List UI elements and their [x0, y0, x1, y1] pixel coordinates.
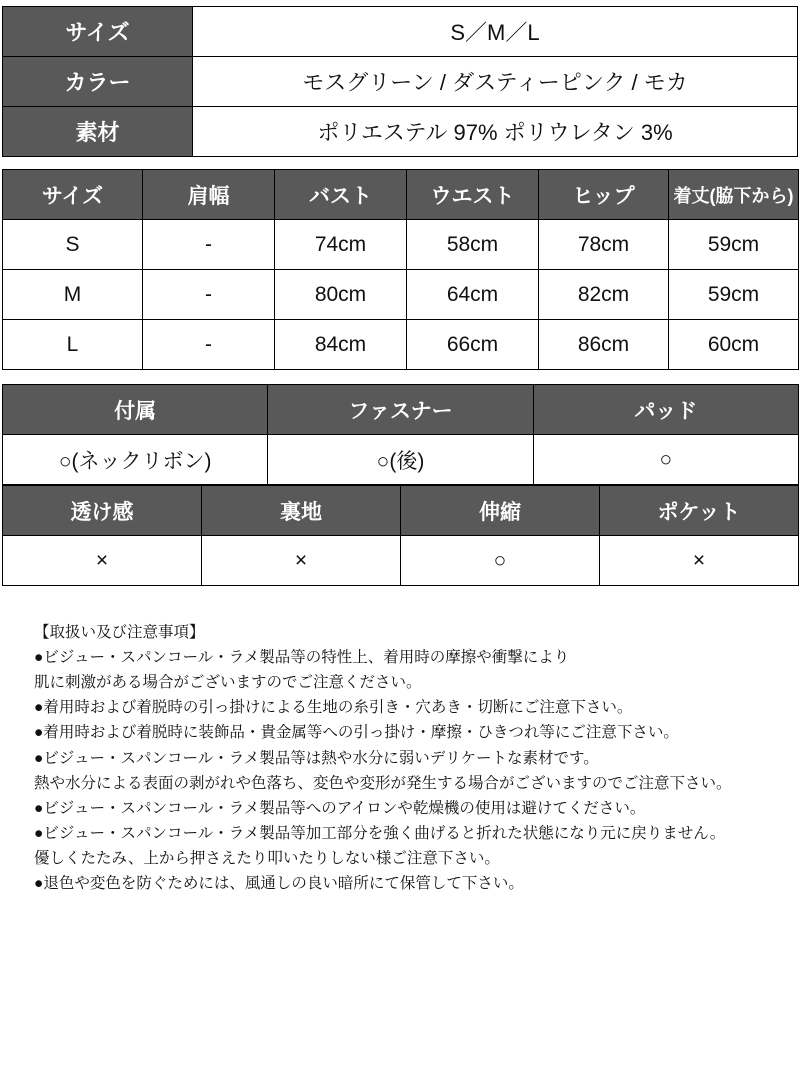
table-row	[3, 270, 799, 320]
notes-line: ●着用時および着脱時に装飾品・貴金属等への引っ掛け・摩擦・ひきつれ等にご注意下さい。	[34, 724, 679, 742]
notes-line: 熱や水分による表面の剥がれや色落ち、変色や変形が発生する場合がございますのでご注意下さい。	[34, 774, 732, 792]
care-notes	[34, 620, 800, 896]
notes-line: ●ビジュー・スパンコール・ラメ製品等加工部分を強く曲げると折れた状態になり元に戻りません。	[34, 824, 726, 842]
feature-header-lining: 裏地	[202, 486, 401, 536]
notes-line: ●ビジュー・スパンコール・ラメ製品等の特性上、着用時の摩擦や衝撃により	[34, 649, 570, 667]
notes-line: ●退色や変色を防ぐためには、風通しの良い暗所にて保管して下さい。	[34, 875, 524, 893]
feature-header-zipper: ファスナー	[268, 385, 533, 435]
table-row	[3, 220, 799, 270]
spec-label-color: カラー	[3, 57, 193, 107]
feature-value-pocket: ×	[600, 536, 799, 586]
feature-header-pad: パッド	[533, 385, 798, 435]
size-cell: M	[3, 270, 143, 320]
size-cell: 86cm	[539, 320, 669, 370]
table-row	[3, 107, 798, 157]
notes-line: ●着用時および着脱時の引っ掛けによる生地の糸引き・穴あき・切断にご注意下さい。	[34, 699, 633, 717]
feature-value-sheerness: ×	[3, 536, 202, 586]
size-cell: 59cm	[669, 220, 799, 270]
size-cell: 84cm	[275, 320, 407, 370]
notes-line: 肌に刺激がある場合がございますのでご注意ください。	[34, 674, 422, 692]
size-cell: S	[3, 220, 143, 270]
feature-table-properties	[2, 485, 799, 586]
table-header-row	[3, 170, 799, 220]
feature-value-stretch: ○	[401, 536, 600, 586]
spacer	[0, 370, 800, 384]
size-col-header-waist: ウエスト	[407, 170, 539, 220]
size-cell: 82cm	[539, 270, 669, 320]
table-header-row	[3, 385, 799, 435]
table-row	[3, 57, 798, 107]
size-cell: 74cm	[275, 220, 407, 270]
size-col-header-hip: ヒップ	[539, 170, 669, 220]
notes-title: 【取扱い及び注意事項】	[34, 624, 205, 641]
feature-header-sheerness: 透け感	[3, 486, 202, 536]
product-spec-page	[0, 6, 800, 896]
size-col-header-size: サイズ	[3, 170, 143, 220]
spacer	[0, 157, 800, 169]
spec-label-material: 素材	[3, 107, 193, 157]
feature-table-accessories	[2, 384, 799, 485]
spec-value-material: ポリエステル 97% ポリウレタン 3%	[193, 107, 798, 157]
spec-table	[2, 6, 798, 157]
spec-value-size: S／M／L	[193, 7, 798, 57]
size-col-header-bust: バスト	[275, 170, 407, 220]
size-cell: -	[143, 270, 275, 320]
size-cell: -	[143, 220, 275, 270]
size-cell: 80cm	[275, 270, 407, 320]
notes-line: ●ビジュー・スパンコール・ラメ製品等へのアイロンや乾燥機の使用は避けてください。	[34, 799, 646, 817]
size-cell: 60cm	[669, 320, 799, 370]
notes-line: 優しくたたみ、上から押さえたり叩いたりしない様ご注意下さい。	[34, 849, 500, 867]
spec-label-size: サイズ	[3, 7, 193, 57]
size-cell: 64cm	[407, 270, 539, 320]
size-cell: 66cm	[407, 320, 539, 370]
feature-value-lining: ×	[202, 536, 401, 586]
size-cell: 58cm	[407, 220, 539, 270]
notes-line: ●ビジュー・スパンコール・ラメ製品等は熱や水分に弱いデリケートな素材です。	[34, 749, 599, 767]
feature-header-pocket: ポケット	[600, 486, 799, 536]
size-cell: L	[3, 320, 143, 370]
table-row	[3, 320, 799, 370]
table-row	[3, 536, 799, 586]
table-header-row	[3, 486, 799, 536]
size-col-header-length: 着丈(脇下から)	[669, 170, 799, 220]
feature-value-pad: ○	[533, 435, 798, 485]
feature-header-attachment: 付属	[3, 385, 268, 435]
table-row	[3, 435, 799, 485]
size-col-header-shoulder: 肩幅	[143, 170, 275, 220]
size-cell: 78cm	[539, 220, 669, 270]
size-cell: -	[143, 320, 275, 370]
feature-header-stretch: 伸縮	[401, 486, 600, 536]
feature-value-zipper: ○(後)	[268, 435, 533, 485]
size-cell: 59cm	[669, 270, 799, 320]
feature-value-attachment: ○(ネックリボン)	[3, 435, 268, 485]
spec-value-color: モスグリーン / ダスティーピンク / モカ	[193, 57, 798, 107]
table-row	[3, 7, 798, 57]
size-chart-table	[2, 169, 799, 370]
